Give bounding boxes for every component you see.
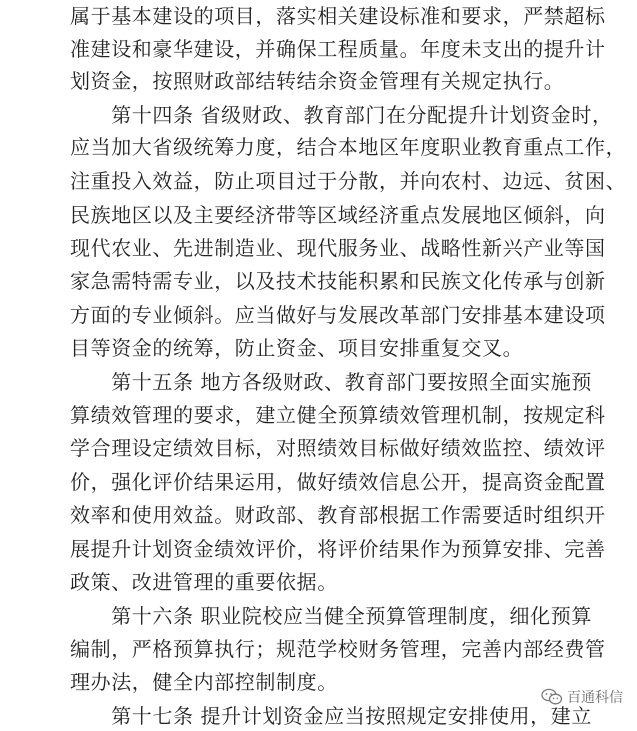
text-line: 目等资金的统筹，防止资金、项目安排重复交叉。 xyxy=(70,336,524,360)
text-line: 政策、改进管理的重要依据。 xyxy=(70,570,338,594)
text-line: 第十五条 地方各级财政、教育部门要按照全面实施预 xyxy=(70,370,592,394)
text-line: 第十六条 职业院校应当健全预算管理制度，细化预算 xyxy=(70,604,592,628)
text-line: 民族地区以及主要经济带等区域经济重点发展地区倾斜，向 xyxy=(70,203,606,227)
watermark xyxy=(541,686,623,708)
text-line: 方面的专业倾斜。应当做好与发展改革部门安排基本建设项 xyxy=(70,303,606,327)
text-line: 第十七条 提升计划资金应当按照规定安排使用，建立 xyxy=(70,704,592,728)
text-line: 价，强化评价结果运用，做好绩效信息公开，提高资金配置 xyxy=(70,470,606,494)
text-line: 划资金，按照财政部结转结余资金管理有关规定执行。 xyxy=(70,69,565,93)
text-line: 现代农业、先进制造业、现代服务业、战略性新兴产业等国 xyxy=(70,236,606,260)
text-line: 家急需特需专业，以及技术技能积累和民族文化传承与创新 xyxy=(70,269,606,293)
text-line: 应当加大省级统筹力度，结合本地区年度职业教育重点工作， xyxy=(70,135,627,159)
text-line: 第十四条 省级财政、教育部门在分配提升计划资金时， xyxy=(70,103,613,127)
text-line: 准建设和豪华建设，并确保工程质量。年度未支出的提升计 xyxy=(70,37,606,61)
text-line: 算绩效管理的要求，建立健全预算绩效管理机制，按规定科 xyxy=(70,403,606,427)
text-line: 理办法，健全内部控制制度。 xyxy=(70,670,338,694)
text-line: 注重投入效益，防止项目过于分散，并向农村、边远、贫困、 xyxy=(70,169,627,193)
watermark-text: 百通科信 xyxy=(567,690,623,706)
text-line: 属于基本建设的项目，落实相关建设标准和要求，严禁超标 xyxy=(70,4,606,28)
text-line: 学合理设定绩效目标，对照绩效目标做好绩效监控、绩效评 xyxy=(70,436,606,460)
wechat-icon xyxy=(541,688,563,706)
text-line: 展提升计划资金绩效评价，将评价结果作为预算安排、完善 xyxy=(70,537,606,561)
text-line: 编制，严格预算执行；规范学校财务管理，完善内部经费管 xyxy=(70,637,606,661)
text-line: 效率和使用效益。财政部、教育部根据工作需要适时组织开 xyxy=(70,503,606,527)
